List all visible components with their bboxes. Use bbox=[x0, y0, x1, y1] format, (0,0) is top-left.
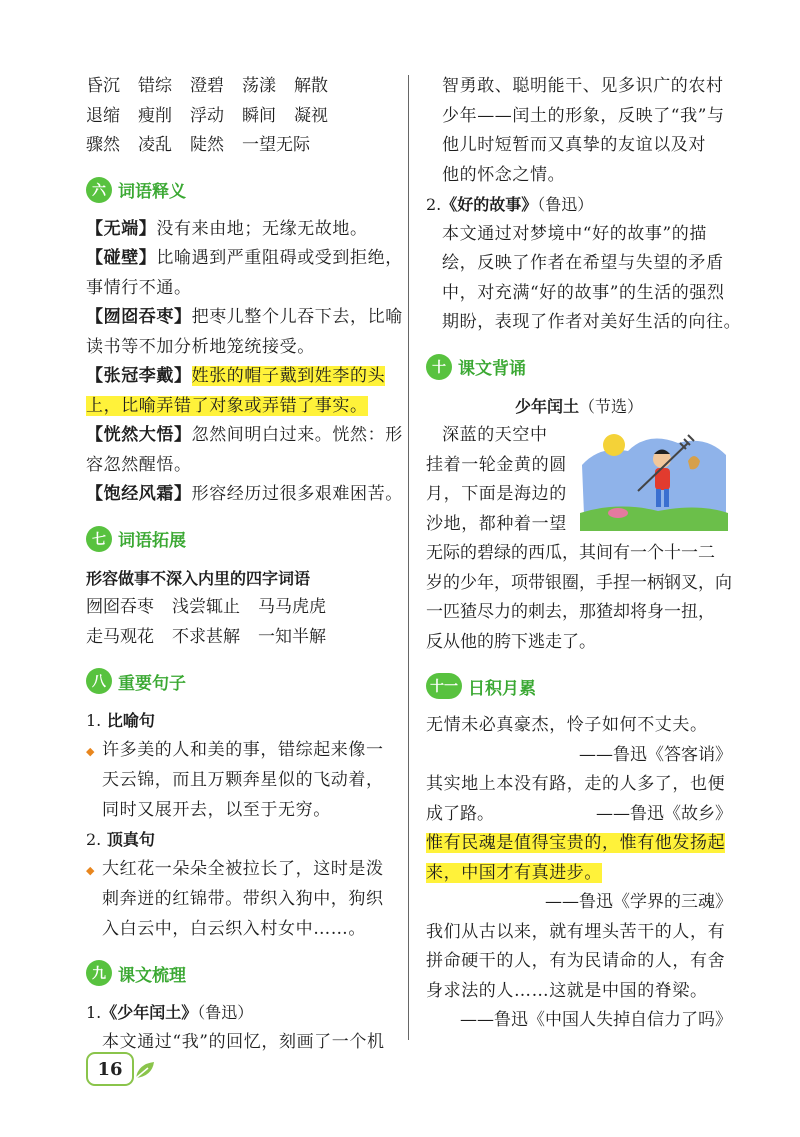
section-title: 课文背诵 bbox=[458, 359, 526, 379]
quote-source: ——鲁迅《故乡》 bbox=[596, 803, 732, 824]
recitation-title-text: 少年闰土 bbox=[514, 396, 579, 416]
idiom: 浅尝辄止 bbox=[172, 597, 240, 617]
vocab-row bbox=[86, 72, 392, 102]
sentence-line: 天云锦，而且万颗奔星似的飞动着， bbox=[102, 770, 384, 790]
item-author: （鲁迅） bbox=[197, 1003, 254, 1022]
idiom-row bbox=[86, 593, 392, 623]
def-text: 比喻遇到严重阻碍或受到拒绝， bbox=[156, 248, 403, 268]
section-badge: 六 bbox=[86, 177, 112, 203]
summary-line: 他儿时短暂而又真挚的友谊以及对 bbox=[442, 135, 706, 155]
idiom: 囫囵吞枣 bbox=[86, 597, 154, 617]
section-title: 课文梳理 bbox=[118, 965, 186, 986]
definitions bbox=[86, 215, 403, 510]
vocab-word: 陡然 bbox=[190, 135, 224, 155]
definition-item bbox=[86, 244, 403, 274]
sentence-type-heading bbox=[86, 825, 392, 855]
def-text: 把枣儿整个儿吞下去，比喻 bbox=[191, 307, 403, 327]
left-column bbox=[86, 72, 403, 1057]
def-text: 忽然间明白过来。恍然：形 bbox=[191, 425, 403, 445]
item-number: 2. bbox=[86, 830, 102, 849]
vocab-list bbox=[86, 72, 392, 161]
item-number: 1. bbox=[86, 1003, 102, 1022]
item-title: 《好的故事》 bbox=[441, 195, 538, 214]
section-heading-7 bbox=[86, 526, 392, 552]
def-text-cont: 读书等不加分析地笼统接受。 bbox=[86, 336, 315, 357]
summary-line: 绘，反映了作者在希望与失望的矛盾 bbox=[442, 253, 724, 273]
vocab-word: 错综 bbox=[138, 76, 172, 96]
def-term: 【恍然大悟】 bbox=[86, 425, 192, 445]
moon-icon bbox=[603, 434, 625, 456]
idiom: 不求甚解 bbox=[172, 626, 240, 647]
recitation-line: 月，下面是海边的 bbox=[426, 484, 567, 504]
item-number: 1. bbox=[86, 711, 102, 730]
quote-line: 我们从古以来，就有埋头苦干的人，有 bbox=[426, 921, 726, 942]
sentence-type-heading bbox=[86, 706, 392, 736]
quote-text-highlighted: 来，中国才有真进步。 bbox=[426, 862, 602, 883]
vocab-word: 瘦削 bbox=[138, 105, 172, 126]
vocab-row bbox=[86, 131, 392, 161]
definition-item bbox=[86, 362, 392, 392]
idiom: 走马观花 bbox=[86, 626, 154, 647]
section-heading-11 bbox=[426, 673, 732, 699]
section-heading-6 bbox=[86, 177, 392, 203]
vocab-word: 荡漾 bbox=[242, 76, 276, 96]
summary-line: 本文通过对梦境中“好的故事”的描 bbox=[442, 223, 707, 244]
text-summary-heading bbox=[86, 998, 392, 1028]
def-term: 【张冠李戴】 bbox=[86, 366, 192, 386]
quote-text: 成了路。 bbox=[426, 803, 494, 824]
summary-line: 本文通过“我”的回忆，刻画了一个机 bbox=[102, 1031, 385, 1052]
diamond-bullet-icon: ◆ bbox=[86, 744, 96, 758]
section-heading-10 bbox=[426, 354, 732, 380]
def-term: 【无端】 bbox=[86, 218, 157, 239]
quote-text-highlighted: 惟有民魂是值得宝贵的，惟有他发扬起 bbox=[426, 833, 726, 853]
def-term: 【碰壁】 bbox=[86, 248, 157, 268]
quote-source: ——鲁迅《学界的三魂》 bbox=[545, 892, 732, 912]
def-text-cont: 事情行不通。 bbox=[86, 277, 192, 298]
quote-line bbox=[426, 800, 732, 830]
def-text-highlighted: 上，比喻弄错了对象或弄错了事实。 bbox=[86, 395, 368, 416]
recitation-line: 挂着一轮金黄的圆 bbox=[426, 454, 567, 475]
quote-line bbox=[426, 859, 732, 889]
section-badge: 十一 bbox=[426, 673, 462, 699]
quote-line: 无情未必真豪杰，怜子如何不丈夫。 bbox=[426, 715, 708, 735]
recitation-line: 沙地，都种着一望 bbox=[426, 513, 567, 534]
summary-line: 少年——闰土的形象，反映了“我”与 bbox=[442, 105, 725, 126]
diamond-bullet-icon: ◆ bbox=[86, 863, 96, 877]
definition-item bbox=[86, 480, 403, 510]
vocab-word: 凝视 bbox=[294, 105, 328, 126]
vocab-row bbox=[86, 102, 392, 132]
sentence-line bbox=[86, 736, 392, 767]
recitation-line: 无际的碧绿的西瓜，其间有一个十一二 bbox=[426, 543, 715, 563]
definition-item bbox=[86, 215, 392, 245]
section-heading-9 bbox=[86, 960, 392, 986]
item-title: 《少年闰土》 bbox=[101, 1003, 198, 1022]
expand-heading: 形容做事不深入内里的四字词语 bbox=[86, 568, 311, 588]
section-badge: 七 bbox=[86, 526, 112, 552]
quote-line: 拼命硬干的人，有为民请命的人，有舍 bbox=[426, 951, 726, 971]
vocab-word: 一望无际 bbox=[242, 135, 310, 155]
def-term: 【囫囵吞枣】 bbox=[86, 307, 192, 327]
vocab-word: 浮动 bbox=[190, 105, 224, 126]
sentence-text: 许多美的人和美的事，错综起来像一 bbox=[102, 739, 384, 760]
runtu-illustration bbox=[578, 421, 730, 531]
sentence-line bbox=[86, 855, 392, 886]
def-text-highlighted: 姓张的帽子戴到姓李的头 bbox=[191, 366, 386, 386]
recitation-line: 深蓝的天空中 bbox=[442, 425, 548, 445]
vocab-word: 瞬间 bbox=[242, 105, 276, 126]
summary-line: 他的怀念之情。 bbox=[442, 164, 566, 185]
right-column bbox=[426, 72, 742, 1036]
column-divider bbox=[408, 75, 409, 1040]
quote-line bbox=[426, 829, 732, 859]
vocab-word: 凌乱 bbox=[138, 135, 172, 155]
idiom-row bbox=[86, 623, 392, 653]
section-title: 日积月累 bbox=[468, 678, 536, 699]
quote-line: 其实地上本没有路，走的人多了，也便 bbox=[426, 774, 726, 794]
quote-line: 身求法的人……这就是中国的脊梁。 bbox=[426, 980, 708, 1001]
item-number: 2. bbox=[426, 195, 442, 214]
sentence-line: 入白云中，白云织入村女中……。 bbox=[102, 918, 366, 939]
definition-item bbox=[86, 303, 403, 333]
vocab-word: 解散 bbox=[294, 76, 328, 96]
definition-item bbox=[86, 421, 403, 451]
section-badge: 八 bbox=[86, 668, 112, 694]
section-badge: 十 bbox=[426, 354, 452, 380]
idiom: 一知半解 bbox=[258, 626, 326, 647]
recitation-line: 岁的少年，项带银圈，手捏一柄钢叉，向 bbox=[426, 572, 732, 593]
section-title: 词语拓展 bbox=[118, 531, 186, 551]
recitation-line: 反从他的胯下逃走了。 bbox=[426, 631, 596, 652]
def-text: 形容经历过很多艰难困苦。 bbox=[191, 484, 403, 504]
def-text-cont: 容忽然醒悟。 bbox=[86, 454, 192, 475]
quote-source: ——鲁迅《中国人失掉自信力了吗》 bbox=[460, 1010, 732, 1030]
def-text-cont bbox=[86, 392, 392, 422]
page-number: 16 bbox=[86, 1052, 134, 1086]
item-title: 比喻句 bbox=[106, 711, 155, 730]
def-text: 没有来由地；无缘无故地。 bbox=[156, 218, 368, 239]
sentence-line: 同时又展开去，以至于无穷。 bbox=[102, 799, 331, 820]
summary-line: 中，对充满“好的故事”的生活的强烈 bbox=[442, 282, 725, 303]
sentence-line: 刺奔迸的红锦带。带织入狗中，狗织 bbox=[102, 889, 384, 909]
def-term: 【饱经风霜】 bbox=[86, 484, 192, 504]
section-title: 词语释义 bbox=[118, 182, 186, 202]
recitation-subtitle: （节选） bbox=[579, 396, 644, 416]
idiom: 马马虎虎 bbox=[258, 597, 326, 617]
vocab-word: 退缩 bbox=[86, 105, 120, 126]
text-summary-heading bbox=[426, 190, 732, 220]
vocab-word: 骤然 bbox=[86, 135, 120, 155]
section-heading-8 bbox=[86, 668, 392, 694]
summary-line: 期盼，表现了作者对美好生活的向往。 bbox=[442, 312, 742, 332]
section-badge: 九 bbox=[86, 960, 112, 986]
quote-source: ——鲁迅《答客诮》 bbox=[579, 744, 732, 765]
recitation-line: 一匹猹尽力的刺去，那猹却将身一扭， bbox=[426, 602, 715, 622]
vocab-word: 澄碧 bbox=[190, 76, 224, 96]
sentence-text: 大红花一朵朵全被拉长了，这时是泼 bbox=[102, 858, 384, 879]
recitation-title bbox=[426, 392, 732, 422]
item-title: 顶真句 bbox=[106, 830, 155, 849]
leaf-icon bbox=[132, 1058, 158, 1084]
summary-line: 智勇敢、聪明能干、见多识广的农村 bbox=[442, 76, 724, 96]
recitation-block bbox=[426, 421, 732, 657]
item-author: （鲁迅） bbox=[537, 195, 594, 214]
section-title: 重要句子 bbox=[118, 673, 186, 694]
vocab-word: 昏沉 bbox=[86, 76, 120, 96]
